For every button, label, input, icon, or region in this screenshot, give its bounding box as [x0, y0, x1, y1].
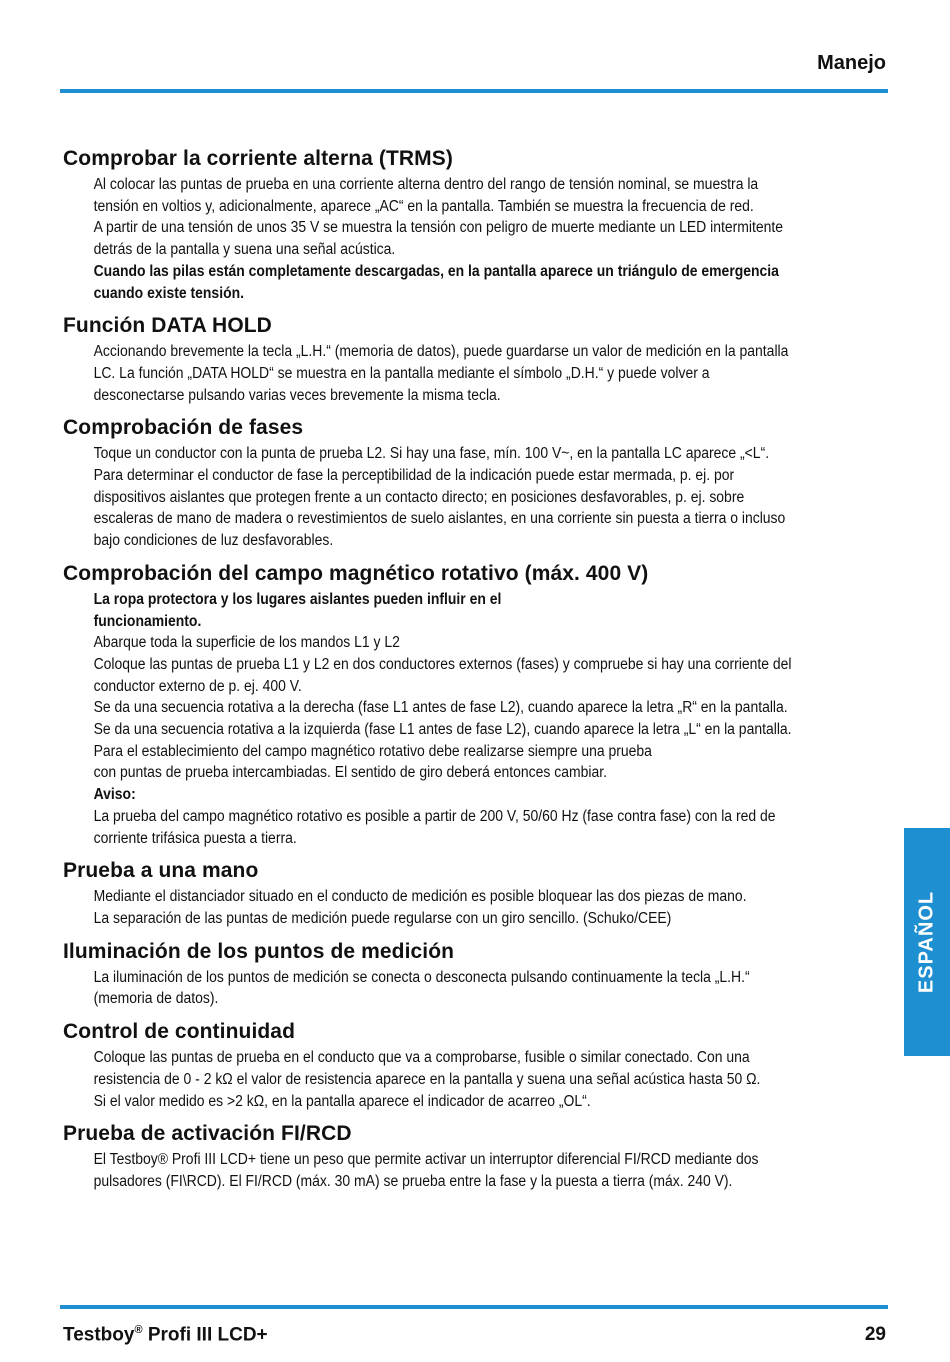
body-text-line: corriente trifásica puesta a tierra. — [93, 829, 297, 847]
body-text-line: Cuando las pilas están completamente descargadas, en la pantalla aparece un triángulo de emergencia — [93, 262, 779, 280]
body-text-line: Accionando brevemente la tecla „L.H.“ (memoria de datos), puede guardarse un valor de medición en la pantalla — [93, 343, 789, 361]
body-text-line: El Testboy® Profi III LCD+ tiene un peso que permite activar un interruptor diferencial FI/RCD mediante dos — [93, 1151, 759, 1169]
footer-product-name — [63, 1324, 268, 1346]
body-text-line: A partir de una tensión de unos 35 V se muestra la tensión con peligro de muerte mediante un LED intermitente — [93, 219, 784, 237]
section-heading: Prueba de activación FI/RCD — [63, 1122, 352, 1146]
body-text-line: bajo condiciones de luz desfavorables. — [93, 532, 334, 550]
section-heading: Comprobación del campo magnético rotativo (máx. 400 V) — [63, 561, 649, 585]
section — [63, 858, 875, 929]
body-text-line: La iluminación de los puntos de medición se conecta o desconecta pulsando continuamente la tecla „L.H.“ — [93, 968, 750, 986]
body-text-line: conductor externo de p. ej. 400 V. — [93, 677, 302, 695]
footer-product: Profi III LCD+ — [142, 1324, 268, 1346]
body-text-line: Al colocar las puntas de prueba en una corriente alterna dentro del rango de tensión nominal, se muestra la — [93, 176, 759, 193]
registered-mark: ® — [134, 1324, 143, 1336]
page-header-title: Manejo — [817, 52, 886, 74]
body-text-line: escaleras de mano de madera o revestimientos de suelo aislantes, en una corriente sin puesta a tierra o incluso — [93, 510, 786, 528]
section — [63, 939, 875, 1010]
section — [63, 146, 875, 304]
body-text-line: La prueba del campo magnético rotativo es posible a partir de 200 V, 50/60 Hz (fase contra fase) con la red de — [93, 807, 776, 825]
section-heading: Control de continuidad — [63, 1020, 296, 1044]
section-heading: Iluminación de los puntos de medición — [63, 939, 455, 963]
language-tab — [904, 828, 950, 1056]
footer-divider — [60, 1305, 888, 1309]
section — [63, 1121, 875, 1192]
page-number: 29 — [864, 1324, 886, 1345]
body-text-line: Para el establecimiento del campo magnético rotativo debe realizarse siempre una prueba — [93, 742, 652, 760]
body-text-line: Para determinar el conductor de fase la perceptibilidad de la indicación puede estar mermada, p. ej. por — [93, 467, 735, 485]
footer-brand: Testboy — [63, 1324, 135, 1346]
header-divider — [60, 89, 888, 93]
language-tab-label: ESPAÑOL — [915, 890, 938, 994]
body-text-line: con puntas de prueba intercambiadas. El sentido de giro deberá entonces cambiar. — [93, 764, 607, 782]
body-text-line: LC. La función „DATA HOLD“ se muestra en la pantalla mediante el símbolo „D.H.“ y puede volver a — [93, 364, 710, 382]
body-text-line: Si el valor medido es >2 kΩ, en la pantalla aparece el indicador de acarreo „OL“. — [93, 1092, 591, 1110]
body-text-line: Toque un conductor con la punta de prueba L2. Si hay una fase, mín. 100 V~, en la pantalla LC aparece „<L“. — [93, 445, 770, 463]
body-text-line: cuando existe tensión. — [93, 284, 244, 302]
body-text-line: desconectarse pulsando varias veces brevemente la misma tecla. — [93, 386, 501, 404]
section-heading: Prueba a una mano — [63, 859, 259, 883]
section-heading: Comprobar la corriente alterna (TRMS) — [63, 147, 453, 170]
body-text-line: Se da una secuencia rotativa a la derecha (fase L1 antes de fase L2), cuando aparece la letra „R“ en la pantalla. — [93, 699, 788, 717]
main-content — [63, 146, 875, 1202]
section — [63, 415, 875, 552]
section-heading: Función DATA HOLD — [63, 314, 272, 338]
body-text-line: Mediante el distanciador situado en el conducto de medición es posible bloquear las dos piezas de mano. — [93, 888, 747, 906]
body-text-line: La ropa protectora y los lugares aislantes pueden influir en el — [93, 590, 502, 608]
section — [63, 561, 875, 849]
body-text-line: Abarque toda la superficie de los mandos L1 y L2 — [93, 634, 400, 652]
body-text-line: funcionamiento. — [93, 612, 202, 630]
section — [63, 1019, 875, 1112]
body-text-line: Coloque las puntas de prueba en el conducto que va a comprobarse, fusible o similar conectado. Con una — [93, 1049, 750, 1067]
body-text-line: La separación de las puntas de medición puede regularse con un giro sencillo. (Schuko/CEE) — [93, 909, 672, 927]
body-text-line: Se da una secuencia rotativa a la izquierda (fase L1 antes de fase L2), cuando aparece la letra „L“ en la pantalla. — [93, 721, 792, 739]
body-text-line: tensión en voltios y, adicionalmente, aparece „AC“ en la pantalla. También se muestra la frecuencia de red. — [93, 197, 754, 215]
body-text-line: Aviso: — [93, 786, 136, 804]
section — [63, 313, 875, 406]
body-text-line: pulsadores (FI\RCD). El FI/RCD (máx. 30 mA) se prueba entre la fase y la puesta a tierra (máx. 240 V). — [93, 1172, 733, 1190]
body-text-line: Coloque las puntas de prueba L1 y L2 en dos conductores externos (fases) y compruebe si hay una corriente del — [93, 655, 792, 673]
body-text-line: dispositivos aislantes que protegen frente a un contacto directo; en posiciones desfavorables, p. ej. sobre — [93, 488, 745, 506]
section-heading: Comprobación de fases — [63, 416, 304, 440]
body-text-line: resistencia de 0 - 2 kΩ el valor de resistencia aparece en la pantalla y suena una señal acústica hasta 50 Ω. — [93, 1070, 761, 1088]
body-text-line: detrás de la pantalla y suena una señal acústica. — [93, 241, 396, 259]
body-text-line: (memoria de datos). — [93, 990, 219, 1008]
